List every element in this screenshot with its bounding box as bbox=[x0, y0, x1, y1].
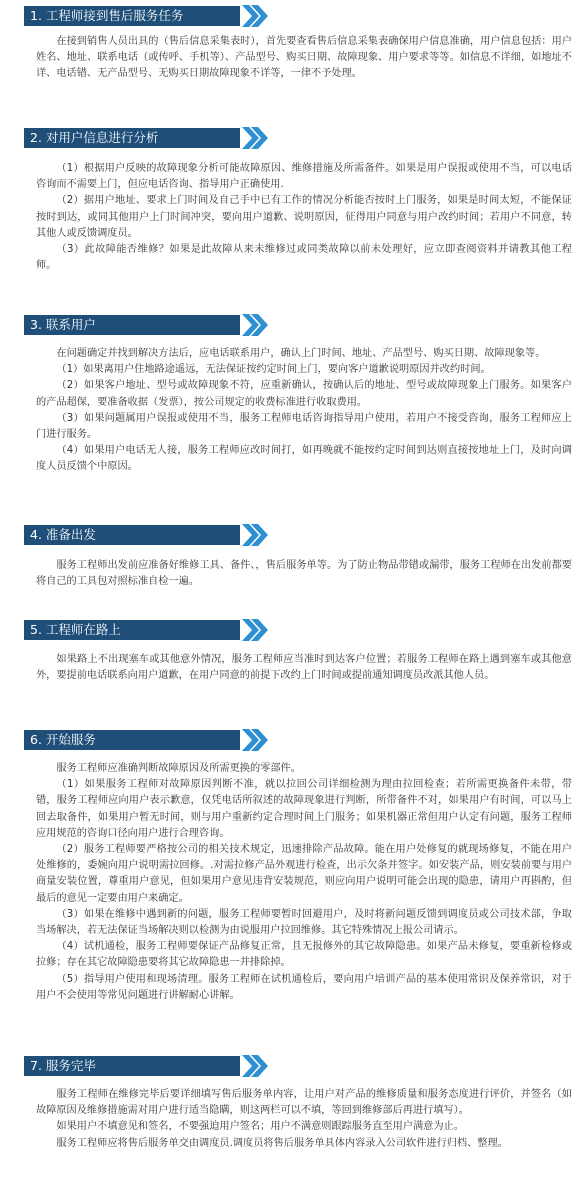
paragraph: （2）服务工程师要严格按公司的相关技术规定，迅速排除产品故障。能在用户处修复的就现场修复，不能在用户处维修的，委婉向用户说明需拉回修。.对需拉修产品外观进行检查，出示欠条并签字。如安装产品，则安装前要与用户商量安装位置，尊重用户意见，但如果用户意见违背安装规范，则应向用户说明可能会出现的隐患，请用户再斟酌，但最后的意见一定要由用户来确定。 bbox=[36, 844, 572, 904]
section-header bbox=[0, 525, 586, 545]
section-title: 5. 工程师在路上 bbox=[30, 622, 121, 637]
section-body bbox=[36, 558, 572, 590]
section-body bbox=[36, 34, 572, 83]
paragraph: 服务工程师应准确判断故障原因及所需更换的零部件。 bbox=[56, 763, 301, 774]
double-chevron-right-icon bbox=[240, 126, 270, 150]
section-title: 7. 服务完毕 bbox=[30, 1058, 96, 1073]
section-header bbox=[0, 128, 586, 148]
paragraph: （4）试机通检，服务工程师要保证产品修复正常，且无报修外的其它故障隐患。如果产品未修复，要重新检修或拉修；存在其它故障隐患要将其它故障隐患一并排除掉。 bbox=[36, 941, 572, 969]
double-chevron-right-icon bbox=[240, 4, 270, 28]
paragraph: （4）如果用户电话无人接，服务工程师应改时间打，如再晚就不能按约定时间到达则直接按地址上门，及时向调度人员反馈个中原因。 bbox=[36, 445, 572, 473]
paragraph: （3）此故障能否维修？如果是此故障从来未维修过或同类故障以前未处理好，应立即查阅资料并请教其他工程师。 bbox=[36, 244, 572, 272]
double-chevron-right-icon bbox=[240, 1054, 270, 1078]
double-chevron-right-icon bbox=[240, 523, 270, 547]
paragraph: （3）如果问题属用户误报或使用不当，服务工程师电话咨询指导用户使用，若用户不接受咨询，服务工程师应上门进行服务。 bbox=[36, 412, 572, 441]
paragraph: 服务工程师出发前应准备好维修工具、备件、，售后服务单等。为了防止物品带错或漏带，服务工程师在出发前都要将自己的工具包对照标准自检一遍。 bbox=[36, 560, 572, 588]
section-body bbox=[36, 346, 572, 476]
section-title: 6. 开始服务 bbox=[30, 732, 96, 747]
double-chevron-right-icon bbox=[240, 618, 270, 642]
double-chevron-right-icon bbox=[240, 728, 270, 752]
section-7 bbox=[0, 1056, 586, 1149]
section-header bbox=[0, 1056, 586, 1076]
paragraph: 服务工程师在维修完毕后要详细填写售后服务单内容，让用户对产品的维修质量和服务态度进行评价，并签名（如故障原因及维修措施需对用户进行适当隐瞒，则这两栏可以不填，等回到维修部后再进行填写）。 bbox=[36, 1089, 572, 1117]
double-chevron-right-icon bbox=[240, 313, 270, 337]
section-title: 2. 对用户信息进行分析 bbox=[30, 130, 159, 145]
paragraph: （1）如果服务工程师对故障原因判断不准，就以拉回公司详细检测为理由拉回检查；若所需更换备件未带，带错，服务工程师应向用户表示歉意，仅凭电话所叙述的故障现象进行判断，所带备件不对，如果用户有时间，可以马上回去取备件，如果用户暂无时间，则与用户重新约定合理时间上门服务；如果机器正常但用户认定有问题，服务工程师应用规范的咨询口径向用户进行合理咨询。 bbox=[36, 779, 572, 839]
section-header bbox=[0, 315, 586, 335]
section-body bbox=[36, 652, 572, 684]
section-1 bbox=[0, 6, 586, 80]
section-body bbox=[36, 1087, 572, 1152]
section-title: 3. 联系用户 bbox=[30, 317, 96, 332]
paragraph: （1）如果离用户住地路途遥远，无法保证按约定时间上门，要向客户道歉说明原因并改约时间。 bbox=[56, 364, 491, 376]
section-6 bbox=[0, 730, 586, 1001]
section-4 bbox=[0, 525, 586, 588]
paragraph: 如果用户不填意见和签名，不要强迫用户签名；用户不满意则跟踪服务直至用户满意为止。 bbox=[56, 1121, 464, 1133]
section-title: 1. 工程师接到售后服务任务 bbox=[30, 8, 184, 23]
section-header bbox=[0, 6, 586, 26]
section-2 bbox=[0, 128, 586, 272]
section-body bbox=[36, 761, 572, 1004]
paragraph: 如果路上不出现塞车或其他意外情况，服务工程师应当准时到达客户位置；若服务工程师在路上遇到塞车或其他意外，要提前电话联系向用户道歉，在用户同意的前提下改约上门时间或提前通知调度员改派其他人员。 bbox=[36, 654, 572, 682]
paragraph: （3）如果在维修中遇到新的问题，服务工程师要暂时回避用户，及时将新问题反馈到调度员或公司技术部，争取当场解决，若无法保证当场解决则以检测为由说服用户拉回维修。其它特殊情况上报公司请示。 bbox=[36, 908, 572, 937]
section-title: 4. 准备出发 bbox=[30, 527, 96, 542]
paragraph: （2）如果客户地址、型号或故障现象不符，应重新确认，按确认后的地址、型号或故障现象上门服务。如果客户的产品超保，要准备收据（发票），按公司规定的收费标准进行收取费用。 bbox=[36, 380, 572, 408]
section-header bbox=[0, 730, 586, 750]
paragraph: （5）指导用户使用和现场清理。服务工程师在试机通检后，要向用户培训产品的基本使用常识及保养常识，对于用户不会使用等常见问题进行讲解耐心讲解。 bbox=[36, 973, 572, 1001]
paragraph: （1）根据用户反映的故障现象分析可能故障原因、维修措施及所需备件。如果是用户误报或使用不当，可以电话咨询而不需要上门，但应电话咨询、指导用户正确使用. bbox=[36, 163, 572, 191]
section-5 bbox=[0, 620, 586, 682]
paragraph: （2）据用户地址、要求上门时间及自己手中已有工作的情况分析能否按时上门服务，如果是时间太短，不能保证按时到达，或同其他用户上门时间冲突，要向用户道歉、说明原因，征得用户同意与用户改约时间；若用户不同意，转其他人或反馈调度员。 bbox=[36, 195, 572, 239]
paragraph: 在接到销售人员出具的（售后信息采集表时），首先要查看售后信息采集表确保用户信息准确，用户信息包括：用户姓名、地址、联系电话（或传呼、手机等）、产品型号、购买日期、故障现象、用户要求等等。如信息不详细，如地址不详、电话错、无产品型号、无购买日期故障现象不详等，一律不予处理。 bbox=[36, 36, 572, 80]
section-3 bbox=[0, 315, 586, 473]
section-body bbox=[36, 161, 572, 274]
paragraph: 服务工程师应将售后服务单交由调度员.调度员将售后服务单具体内容录入公司软件进行归档、整理。 bbox=[56, 1137, 508, 1149]
paragraph: 在问题确定并找到解决方法后，应电话联系用户，确认上门时间、地址、产品型号、购买日期、故障现象等。 bbox=[56, 348, 546, 359]
section-header bbox=[0, 620, 586, 640]
